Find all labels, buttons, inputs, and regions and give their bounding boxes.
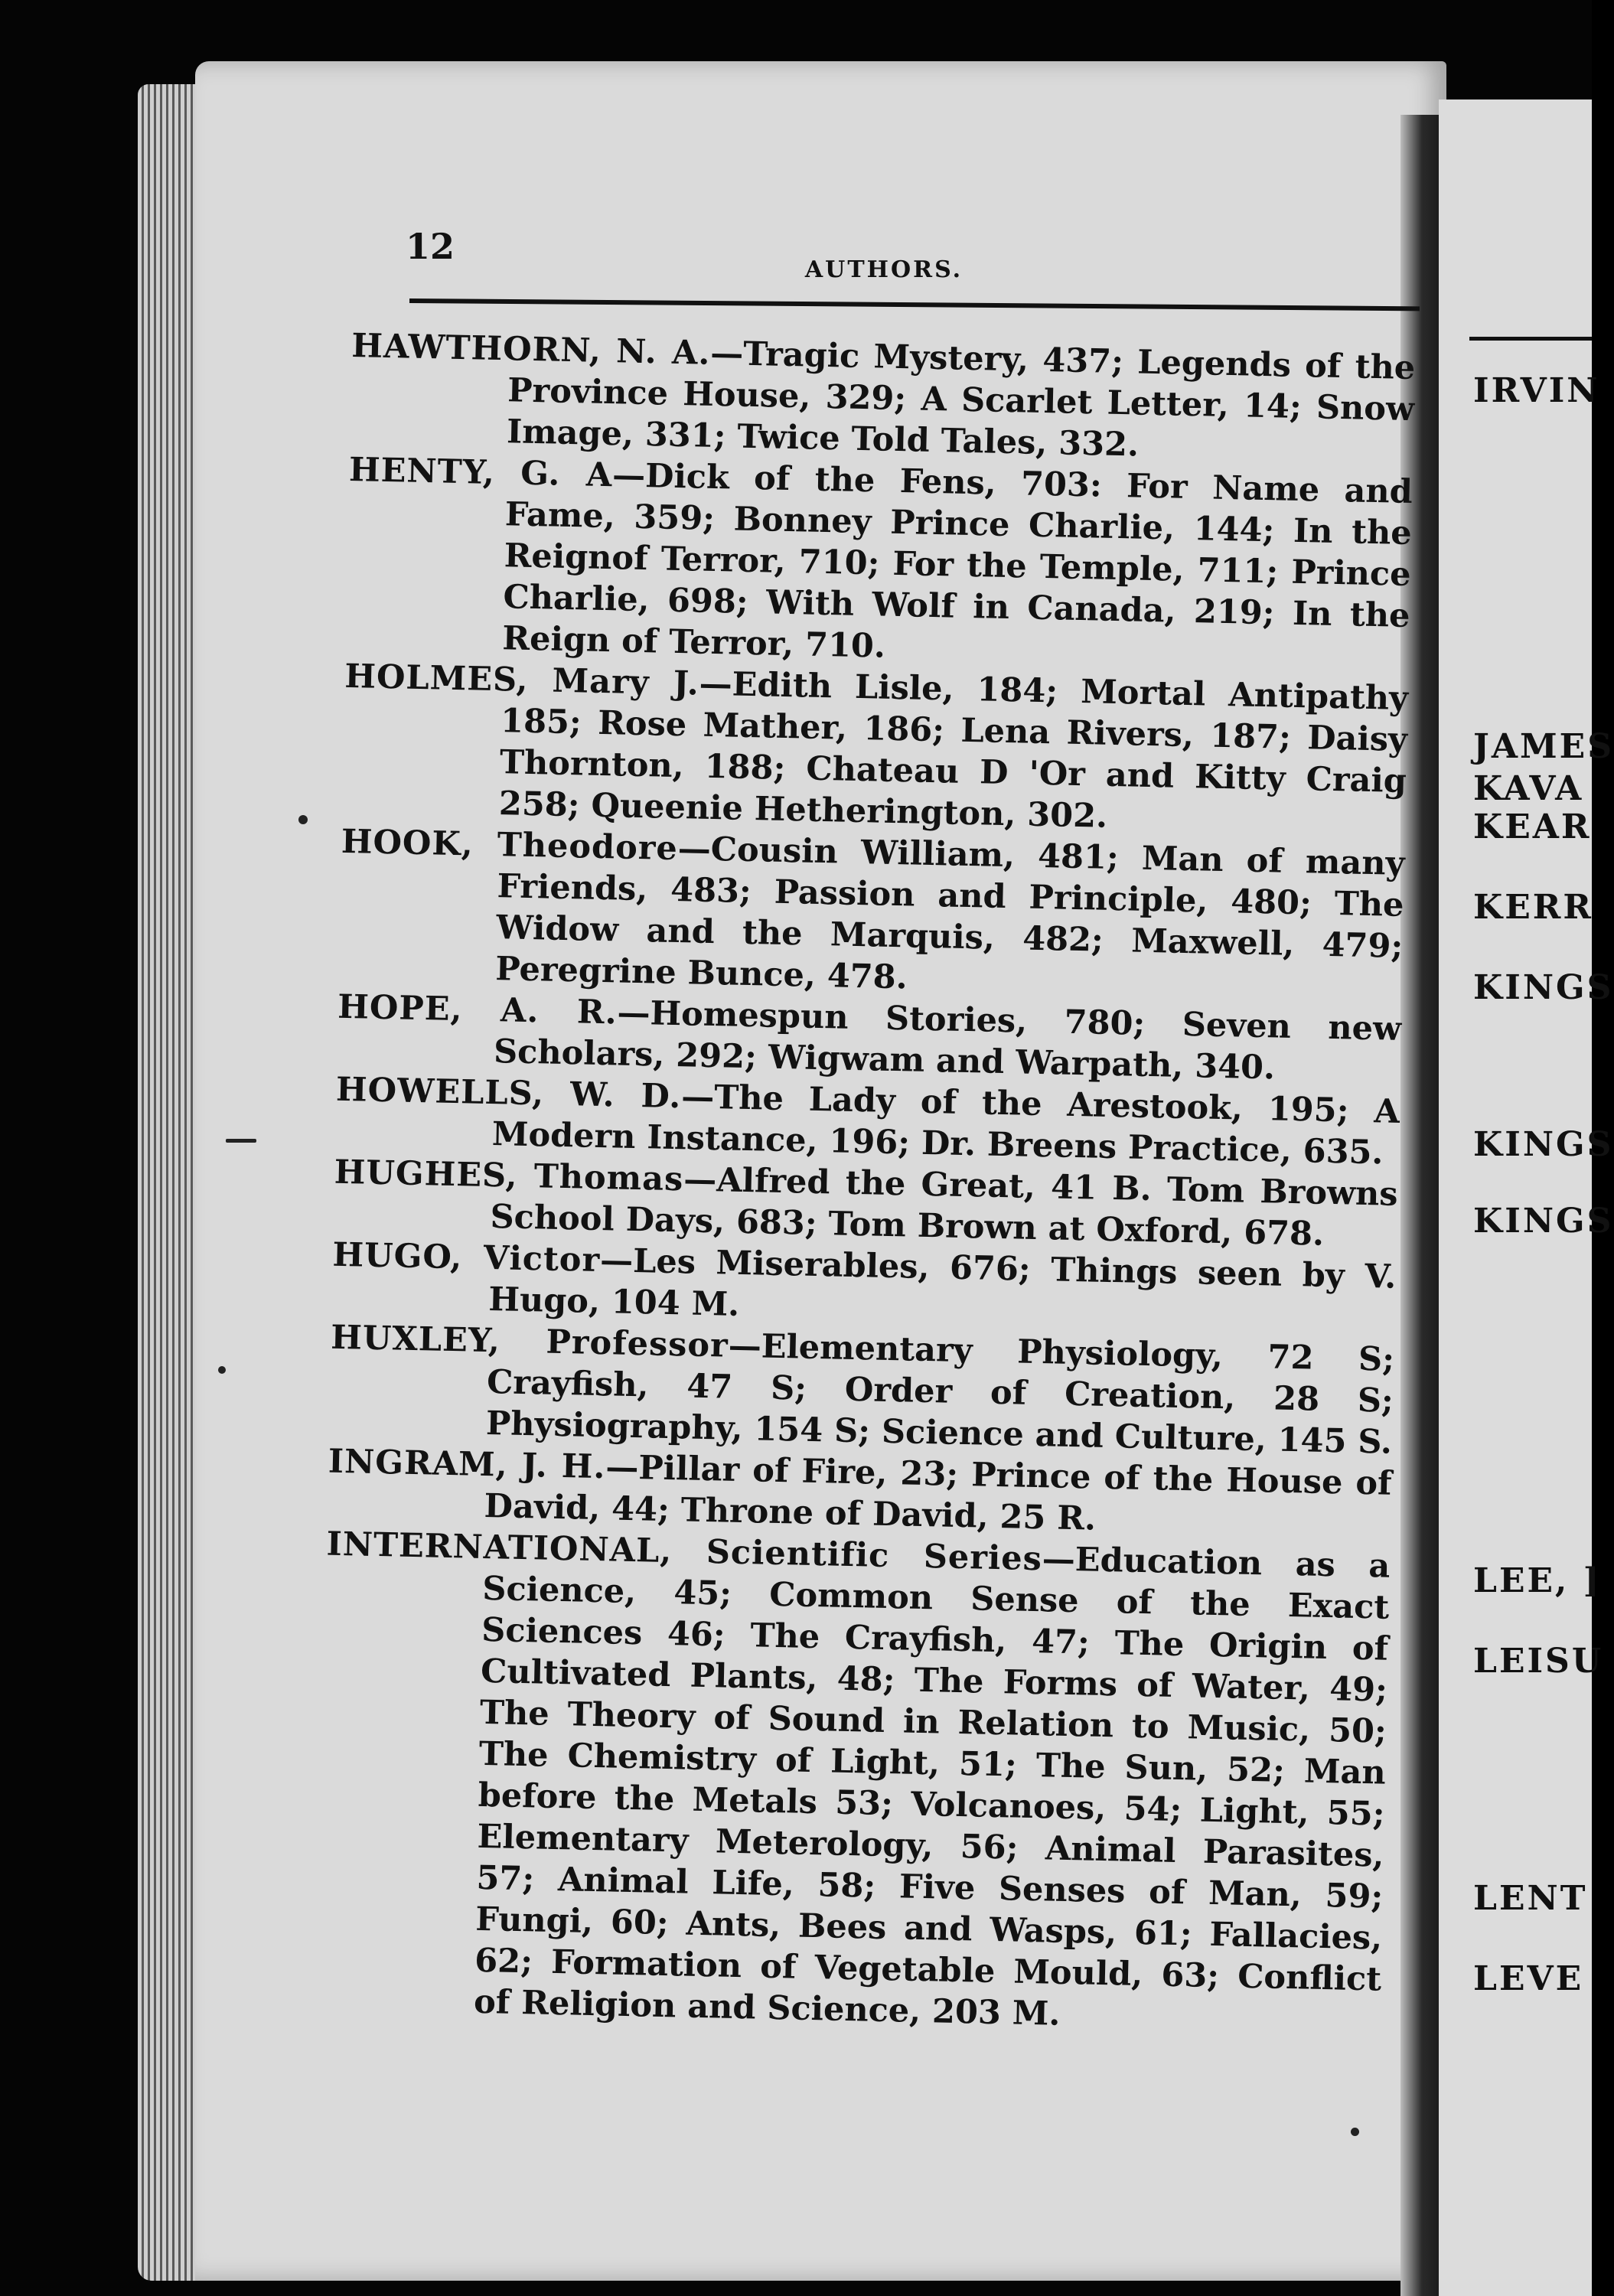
right-page-fragment: KINGS	[1473, 1202, 1614, 1241]
author-works: —Homespun Stories, 780; Seven new Scholars, 292; Wigwam and Warpath, 340.	[493, 993, 1402, 1088]
author-entry	[338, 821, 1405, 1009]
author-name: HOWELLS, W. D.	[335, 1070, 682, 1117]
right-page-fragment: KERR	[1473, 888, 1593, 927]
right-page-fragment: LEE, ]	[1473, 1561, 1602, 1600]
author-name: HOOK, Theodore	[341, 822, 679, 869]
author-works: —Alfred the Great, 41 B. Tom Browns School Days, 683; Tom Brown at Oxford, 678.	[490, 1160, 1399, 1254]
author-name: HUGHES, Thomas	[334, 1153, 684, 1199]
author-entry	[317, 1524, 1391, 2042]
right-page-fragment: IRVIN	[1473, 371, 1600, 410]
right-page-fragment: KINGS	[1473, 968, 1614, 1007]
ink-speck	[298, 815, 308, 824]
author-name: HENTY, G. A	[348, 450, 613, 495]
right-page-fragment: LEISU	[1473, 1642, 1604, 1681]
running-head: AUTHORS.	[804, 256, 964, 283]
author-name: HUGO, Victor	[332, 1235, 601, 1280]
author-entry	[341, 656, 1408, 843]
right-page-fragment: KAVA	[1473, 769, 1584, 808]
author-name: INGRAM, J. H.	[328, 1442, 606, 1487]
author-entry	[328, 1317, 1394, 1463]
author-works: —Cousin William, 481; Man of many Friends, 483; Passion and Principle, 480; The Widow and the Marquis, 482; Maxwell, 479; Peregrine Bunce, 478.	[494, 830, 1406, 997]
author-works: —Pillar of Fire, 23; Prince of the House of David, 44; Throne of David, 25 R.	[484, 1448, 1393, 1538]
right-page-head-rule	[1469, 337, 1592, 341]
right-page-fragment: KINGS	[1473, 1125, 1614, 1164]
author-works: —Education as a Science, 45; Common Sense of the Exact Sciences 46; The Crayfish, 47; The Origin of Cultivated Plants, 48; The Forms of Water, 49; The Theory of Sound in Relation to Music, 50; The Chemistry of Light, 51; The Sun, 52; Man before the Metals 53; Volcanoes, 54; Light, 55; Elementary Meterology, 56; Animal Parasites, 57; Animal Life, 58; Five Senses of Man, 59; Fungi, 60; Ants, Bees and Wasps, 61; Fallacies, 62; Formation of Vegetable Mould, 63; Conflict of Religion and Science, 203 M.	[473, 1540, 1391, 2033]
right-page-fragment: JAMES	[1473, 727, 1614, 766]
author-name: HOLMES, Mary J.	[344, 657, 700, 703]
author-entries	[317, 325, 1416, 2042]
author-name: HAWTHORN, N. A.	[351, 326, 711, 373]
author-works: —Dick of the Fens, 703: For Name and Fame, 359; Bonney Prince Charlie, 144; In the Reignof Terror, 710; For the Temple, 711; Prince Charlie, 698; With Wolf in Canada, 219; In the Reign of Terror, 710.	[501, 456, 1413, 666]
author-works: —Tragic Mystery, 437; Legends of the Province House, 329; A Scarlet Letter, 14; Snow Image, 331; Twice Told Tales, 332.	[506, 334, 1416, 465]
author-entry	[350, 325, 1416, 471]
right-page-fragment: LEVE	[1473, 1959, 1584, 1998]
page-number: 12	[406, 226, 455, 267]
right-page-fragment: KEAR	[1473, 807, 1592, 846]
author-works: —Elementary Physiology, 72 S; Crayfish, 47 S; Order of Creation, 28 S; Physiography, 154 S; Science and Culture, 145 S.	[485, 1326, 1395, 1462]
author-name: HUXLEY, Professor	[330, 1318, 729, 1365]
margin-mark	[226, 1139, 256, 1143]
ink-speck	[218, 1366, 226, 1374]
author-name: INTERNATIONAL, Scientific Series	[326, 1525, 1043, 1579]
right-page-fragment: LENT	[1473, 1879, 1588, 1918]
author-works: —Edith Lisle, 184; Mortal Antipathy 185; Rose Mather, 186; Lena Rivers, 187; Daisy Thornton, 188; Chateau D 'Or and Kitty Craig 258; Queenie Hetherington, 302.	[498, 664, 1409, 836]
author-entry	[345, 449, 1413, 678]
author-works: —Les Miserables, 676; Things seen by V. Hugo, 104 M.	[487, 1241, 1397, 1324]
author-name: HOPE, A. R.	[337, 987, 618, 1032]
author-works: —The Lady of the Arestook, 195; A Modern Instance, 196; Dr. Breens Practice, 635.	[491, 1078, 1400, 1172]
ink-speck	[1351, 2128, 1359, 2136]
